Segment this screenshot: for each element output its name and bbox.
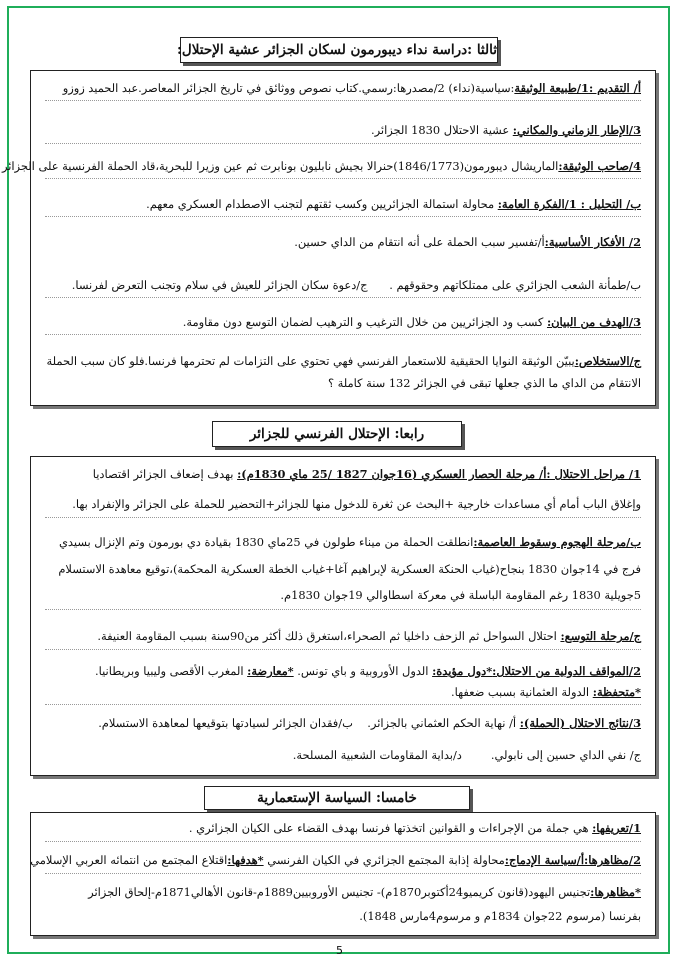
section5-box bbox=[30, 812, 656, 936]
positions-line: 2/المواقف الدولية من الاحتلال:*دول مؤيدة: الدول الأوروبية و باي تونس. *معارضة: المغرب الأقصى وليبيا وبريطانيا. bbox=[95, 664, 641, 678]
attack-line: ب/مرحلة الهجوم وسقوط العاصمة:انطلقت الحملة من ميناء طولون في 25ماي 1830 بقيادة دي بورمون وتم الإنزال بسيدي bbox=[58, 535, 641, 549]
positions-line-2: *متحفظة: الدولة العثمانية بسبب ضعفها. bbox=[450, 685, 641, 699]
section4-title: رابعا: الإحتلال الفرنسي للجزائر bbox=[212, 421, 462, 447]
section4-box bbox=[30, 456, 656, 776]
results-line: 3/نتائج الاحتلال (الحملة): أ/ نهاية الحكم العثماني بالجزائر. ب/فقدان الجزائر لسيادتها بتوقيعها لمعاهدة الاستسلام. bbox=[98, 716, 641, 730]
ideas-line-2: ب/طمأنة الشعب الجزائري على ممتلكاتهم وحقوقهم . ج/دعوة سكان الجزائر للعيش في سلام وتجنب التعرض لفرنسا. bbox=[71, 278, 641, 292]
section3-box bbox=[1, 70, 656, 406]
intro-line: أ/ التقديم :1/طبيعة الوثيقة:سياسية(نداء) 2/مصدرها:رسمي.كتاب نصوص ووثائق في تاريخ الجزائر المعاصر.عبد الحميد زوزو bbox=[62, 81, 641, 95]
attack-line-2: فرج في 14جوان 1830 بنجاح(غياب الحنكة العسكرية لإبراهيم آغا+غياب الخطة العسكرية المحكمة)،توقيع معاهدة الاستسلام bbox=[58, 562, 641, 576]
manifest-line: *مظاهرها:تجنيس اليهود(قانون كريميو24أكتوبر1870م)- تجنيس الأوروبيين1889م-قانون الأهالي1871م-إلحاق الجزائر bbox=[88, 885, 641, 899]
section3-title: ثالثا :دراسة نداء ديبورمون لسكان الجزائر عشية الإحتلال: bbox=[180, 37, 498, 63]
expansion-line: ج/مرحلة التوسع: احتلال السواحل ثم الزحف داخليا ثم الصحراء،استغرق ذلك أكثر من90سنة بسبب المقاومة العنيفة. bbox=[97, 629, 641, 643]
analysis-line: ب/ التحليل : 1/الفكرة العامة: محاولة استمالة الجزائريين وكسب ثقتهم لتجنب الاصطدام العسكري معهم. bbox=[146, 197, 641, 211]
results-line-2: ج/ نفي الداي حسين إلى نابولي. د/بداية المقاومات الشعبية المسلحة. bbox=[292, 748, 641, 762]
stages-line-2: وإغلاق الباب أمام أي مساعدات خارجية +البحث عن ثغرة للدخول منها للجزائر+التحضير للحملة على الجزائر والإنفراد بها. bbox=[72, 497, 641, 511]
conclusion-line-2: الانتقام من الداي ما الذي جعلها تبقى في الجزائر 132 سنة كاملة ؟ bbox=[327, 376, 641, 390]
section5-title: خامسا: السياسة الإستعمارية bbox=[204, 786, 470, 810]
aspects-line: 2/مظاهرها:أ/سياسة الإدماج:محاولة إذابة المجتمع الجزائري في الكيان الفرنسي *هدفها:اقتلاع المجتمع من انتمائه العربي الإسلامي bbox=[30, 853, 641, 867]
time-line: 3/الإطار الزماني والمكاني: عشية الاحتلال 1830 الجزائر. bbox=[371, 123, 641, 137]
attack-line-3: 5جويلية 1830 رغم المقاومة الباسلة في معركة اسطاوالي 19جوان 1830م. bbox=[280, 588, 641, 602]
conclusion-line: ج/الاستخلاص:يبيّن الوثيقة النوايا الحقيقية للاستعمار الفرنسي فهي تحتوي على التزامات لم تحترمها فرنسا.فلو كان سبب الحملة bbox=[46, 354, 641, 368]
definition-line: 1/تعريفها: هي جملة من الإجراءات و القوانين اتخذتها فرنسا بهدف القضاء على الكيان الجزائري . bbox=[188, 821, 641, 835]
goal-line: 3/الهدف من البيان: كسب ود الجزائريين من خلال الترغيب و الترهيب لضمان التوسع دون مقاومة. bbox=[182, 315, 641, 329]
ideas-line: 2/ الأفكار الأساسية:أ/تفسير سبب الحملة على أنه انتقام من الداي حسين. bbox=[294, 235, 641, 249]
page-number: 5 bbox=[336, 944, 343, 957]
author-line: 4/صاحب الوثيقة:الماريشال ديبورمون(1846/1773)حنرالا بجيش نابليون بونابرت ثم عين وزيرا للبحرية،قاد الحملة الفرنسية على الجزائر bbox=[1, 159, 641, 173]
manifest-line-2: بفرنسا (مرسوم 22جوان 1834م و مرسوم4مارس 1848). bbox=[359, 909, 641, 923]
stages-line: 1/ مراحل الاحتلال :أ/ مرحلة الحصار العسكري (16جوان 1827 /25 ماي 1830م): بهدف إضعاف الجزائر اقتصاديا bbox=[92, 467, 641, 481]
